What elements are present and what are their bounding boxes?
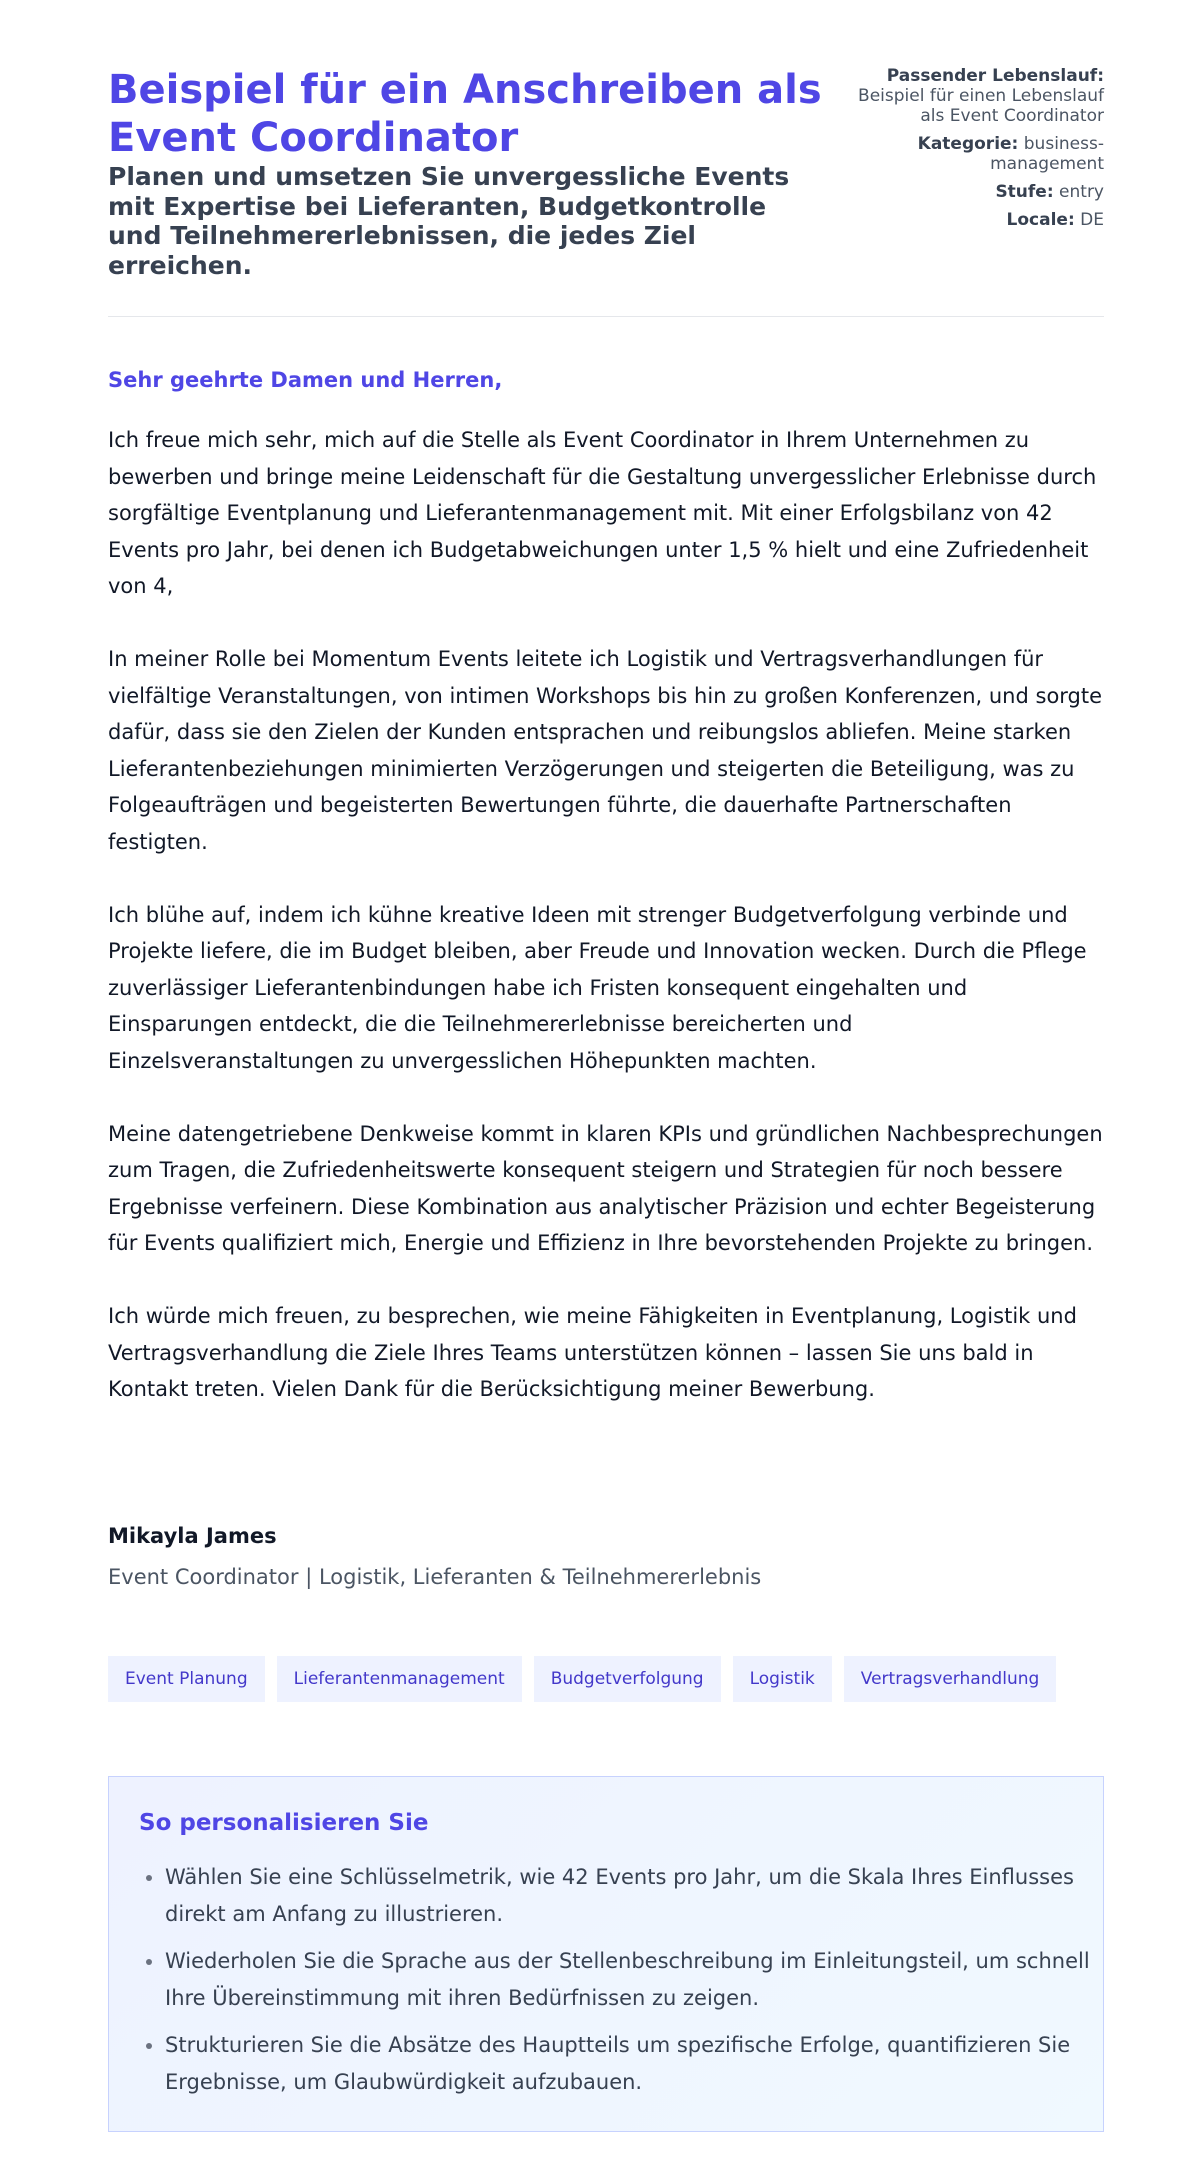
letter-paragraph: Ich würde mich freuen, zu besprechen, wie meine Fähigkeiten in Eventplanung, Logistik und Vertragsverhandlung die Ziele Ihres Teams unterstützen können – lassen Sie uns bald in Kontakt treten. Vielen Dank für die Berücksichtigung meiner Bewerbung. [108, 1304, 1077, 1401]
tips-list-item: • Wählen Sie eine Schlüsselmetrik, wie 42 Events pro Jahr, um die Skala Ihres Einflusses direkt am Anfang zu illustrieren. [165, 1859, 1095, 1933]
letter-paragraph: In meiner Rolle bei Momentum Events leitete ich Logistik und Vertragsverhandlungen für vielfältige Veranstaltungen, von intimen Workshops bis hin zu großen Konferenzen, und sorgte dafür, dass sie den Zielen der Kunden entsprachen und reibungslos abliefen. Meine starken Lieferantenbeziehungen minimierten Verzögerungen und steigerten die Beteiligung, was zu Folgeaufträgen und begeisterten Bewertungen führte, die dauerhafte Partnerschaften festigten. [108, 647, 1103, 854]
skill-tags [108, 1656, 1056, 1702]
skill-tag: Logistik [733, 1656, 832, 1702]
meta-resume-link[interactable]: Beispiel für einen Lebenslauf als Event Coordinator [858, 86, 1104, 126]
tips-list-item: • Strukturieren Sie die Absätze des Hauptteils um spezifische Erfolge, quantifizieren Sie Ergebnisse, um Glaubwürdigkeit aufzubauen. [165, 2027, 1095, 2101]
header-divider [108, 316, 1104, 317]
skill-tag: Lieferantenmanagement [277, 1656, 522, 1702]
meta-level-value: entry [1059, 182, 1104, 202]
meta-panel [844, 66, 1104, 238]
letter-body [108, 422, 1104, 1444]
meta-category [844, 134, 1104, 174]
meta-locale [844, 210, 1104, 230]
tips-list [139, 1859, 1095, 2111]
meta-level [844, 182, 1104, 202]
meta-level-label: Stufe: [995, 182, 1054, 202]
tips-list-item: • Wiederholen Sie die Sprache aus der Stellenbeschreibung im Einleitungsteil, um schnell Ihre Übereinstimmung mit ihren Bedürfnissen zu zeigen. [165, 1943, 1095, 2017]
meta-locale-label: Locale: [1006, 210, 1075, 230]
letter-paragraph: Ich blühe auf, indem ich kühne kreative Ideen mit strenger Budgetverfolgung verbinde und Projekte liefere, die im Budget bleiben, aber Freude und Innovation wecken. Durch die Pflege zuverlässiger Lieferantenbindungen habe ich Fristen konsequent eingehalten und Einsparungen entdeckt, die die Teilnehmererlebnisse bereicherten und Einzelsveranstaltungen zu unvergesslichen Höhepunkten machten. [108, 902, 1087, 1073]
skill-tag: Vertragsverhandlung [844, 1656, 1057, 1702]
letter-paragraph: Meine datengetriebene Denkweise kommt in klaren KPIs und gründlichen Nachbesprechungen zum Tragen, die Zufriedenheitswerte konsequent steigern und Strategien für noch bessere Ergebnisse verfeinern. Diese Kombination aus analytischer Präzision und echter Begeisterung für Events qualifiziert mich, Energie und Effizienz in Ihre bevorstehenden Projekte zu bringen. [108, 1121, 1103, 1255]
skill-tag: Budgetverfolgung [534, 1656, 721, 1702]
letter-salutation: Sehr geehrte Damen und Herren, [108, 368, 503, 392]
page-title: Beispiel für ein Anschreiben als Event Coordinator [108, 67, 822, 161]
meta-category-value: business-management [990, 134, 1104, 174]
signature-name: Mikayla James [108, 1524, 277, 1548]
page-subtitle: Planen und umsetzen Sie unvergessliche Events mit Expertise bei Lieferanten, Budgetkontrolle und Teilnehmererlebnissen, die jedes Ziel erreichen. [108, 162, 790, 280]
meta-resume [844, 66, 1104, 126]
meta-resume-label: Passender Lebenslauf: [886, 66, 1104, 86]
tips-title: So personalisieren Sie [139, 1810, 429, 1836]
letter-paragraph: Ich freue mich sehr, mich auf die Stelle als Event Coordinator in Ihrem Unternehmen zu bewerben und bringe meine Leidenschaft für die Gestaltung unvergesslicher Erlebnisse durch sorgfältige Eventplanung und Lieferantenmanagement mit. Mit einer Erfolgsbilanz von 42 Events pro Jahr, bei denen ich Budgetabweichungen unter 1,5 % hielt und eine Zufriedenheit von 4, [108, 428, 1097, 598]
meta-category-label: Kategorie: [917, 134, 1019, 154]
signature-role: Event Coordinator | Logistik, Lieferanten & Teilnehmererlebnis [108, 1565, 762, 1589]
personalization-tips-box [108, 1776, 1104, 2132]
meta-locale-value: DE [1080, 210, 1104, 230]
skill-tag: Event Planung [108, 1656, 265, 1702]
